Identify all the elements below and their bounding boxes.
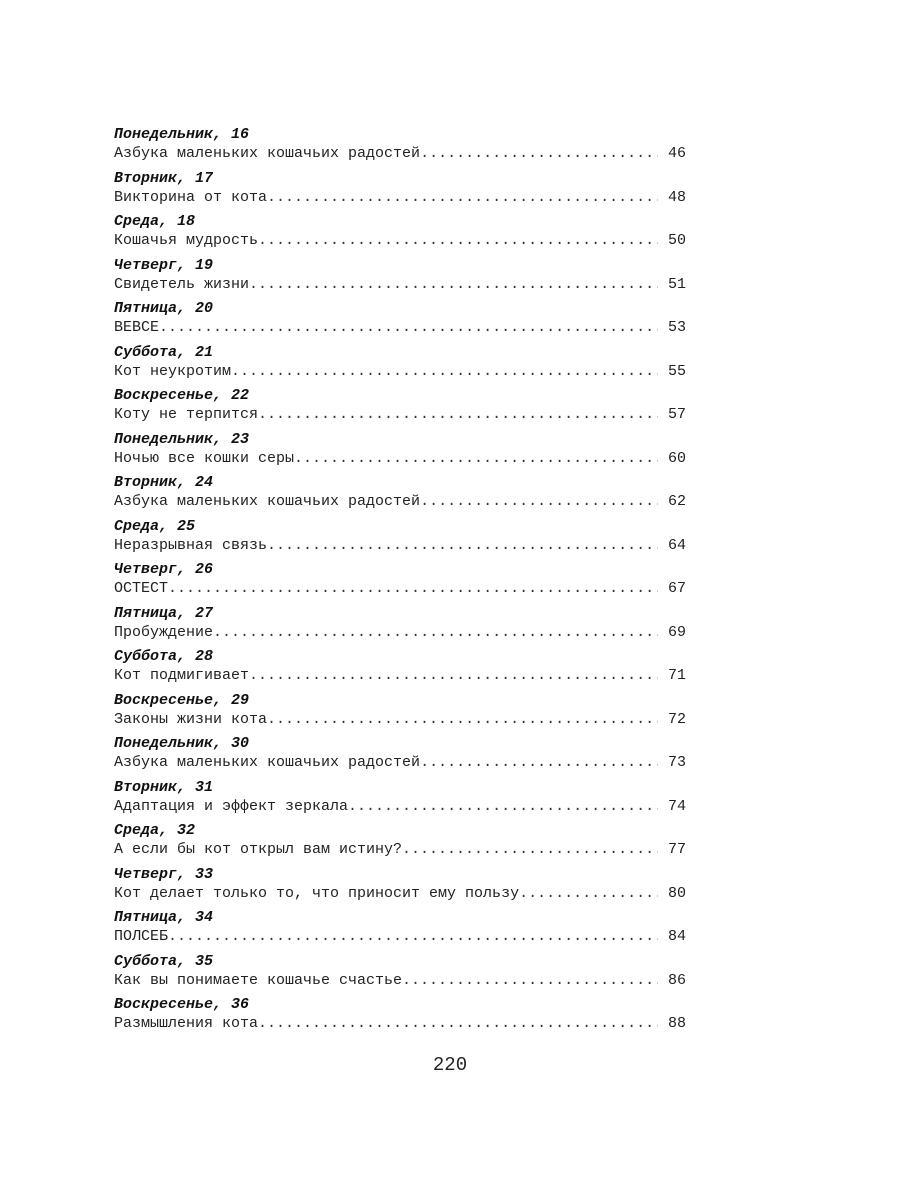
toc-leader-dots — [168, 927, 658, 947]
toc-line — [114, 1014, 686, 1034]
toc-day-heading: Среда, 18 — [114, 213, 196, 230]
toc-entry — [114, 822, 686, 866]
toc-entry — [114, 909, 686, 953]
toc-day-heading: Пятница, 34 — [114, 909, 214, 926]
toc-leader-dots — [420, 144, 658, 164]
toc-title: Размышления кота — [114, 1015, 259, 1032]
toc-title: Как вы понимаете кошачье счастье — [114, 971, 403, 989]
toc-line — [114, 231, 686, 251]
toc-line — [114, 753, 686, 773]
toc-title: Свидетель жизни — [114, 275, 250, 293]
toc-day-heading: Среда, 32 — [114, 822, 196, 839]
toc-leader-dots — [348, 797, 658, 817]
toc-line — [114, 449, 686, 469]
toc-leader-dots — [258, 405, 658, 425]
toc-title: Азбука маленьких кошачьих радостей — [114, 754, 421, 771]
toc-title: Пробуждение — [114, 623, 214, 641]
toc-title: Адаптация и эффект зеркала — [114, 797, 349, 815]
toc-line — [114, 405, 686, 425]
toc-entry — [114, 648, 686, 692]
toc-title: Кот делает только то, что приносит ему пользу — [114, 884, 520, 902]
toc-line — [114, 710, 686, 730]
toc-leader-dots — [402, 971, 658, 991]
toc-day-heading: Четверг, 19 — [114, 256, 214, 274]
toc-entry — [114, 779, 686, 823]
toc-entry — [114, 387, 686, 431]
toc-line — [114, 318, 686, 338]
toc-entry — [114, 431, 686, 475]
toc-page-number: 55 — [667, 362, 686, 380]
toc-entry — [114, 518, 686, 562]
toc-page-number: 51 — [667, 275, 686, 293]
toc-day-heading: Понедельник, 23 — [114, 430, 250, 448]
toc-day-heading: Пятница, 20 — [114, 300, 214, 317]
toc-page-number: 77 — [667, 841, 686, 858]
toc-page-number: 48 — [667, 188, 686, 206]
toc-leader-dots — [159, 318, 658, 338]
toc-title: А если бы кот открыл вам истину? — [114, 841, 403, 858]
toc-day-heading: Понедельник, 16 — [114, 126, 250, 143]
toc-day-heading: Воскресенье, 36 — [114, 996, 250, 1013]
toc-leader-dots — [519, 884, 658, 904]
toc-page-number: 73 — [667, 754, 686, 771]
toc-day-heading: Пятница, 27 — [114, 604, 214, 622]
toc-line — [114, 623, 686, 643]
toc-day-heading: Понедельник, 30 — [114, 735, 250, 752]
toc-title: ОСТЕСТ — [114, 580, 169, 597]
toc-leader-dots — [267, 710, 658, 730]
toc-page-number: 69 — [667, 623, 686, 641]
toc-entry — [114, 996, 686, 1040]
page-number-footer: 220 — [432, 1054, 468, 1076]
toc-leader-dots — [402, 840, 658, 860]
toc-entry — [114, 953, 686, 997]
toc-entry — [114, 605, 686, 649]
toc-leader-dots — [231, 362, 658, 382]
toc-entry — [114, 474, 686, 518]
toc-page-number: 60 — [667, 449, 686, 467]
toc-page-number: 88 — [667, 1015, 686, 1032]
toc-entry — [114, 561, 686, 605]
toc-page-number: 71 — [667, 667, 686, 684]
toc-line — [114, 188, 686, 208]
toc-page-number: 57 — [667, 406, 686, 423]
toc-page-number: 74 — [667, 797, 686, 815]
toc-title: Коту не терпится — [114, 406, 259, 423]
toc-line — [114, 666, 686, 686]
toc-line — [114, 144, 686, 164]
toc-entry — [114, 170, 686, 214]
toc-entry — [114, 866, 686, 910]
toc-line — [114, 275, 686, 295]
toc-day-heading: Четверг, 26 — [114, 561, 214, 578]
toc-entry — [114, 300, 686, 344]
toc-day-heading: Вторник, 17 — [114, 169, 214, 187]
toc-day-heading: Воскресенье, 29 — [114, 691, 250, 709]
toc-leader-dots — [258, 231, 658, 251]
toc-title: Ночью все кошки серы — [114, 449, 295, 467]
toc-page-number: 80 — [667, 884, 686, 902]
toc-line — [114, 971, 686, 991]
toc-title: ВЕВСЕ — [114, 319, 160, 336]
toc-entry — [114, 344, 686, 388]
toc-title: Кот неукротим — [114, 362, 232, 380]
toc-entry — [114, 213, 686, 257]
toc-entry — [114, 257, 686, 301]
toc-entry — [114, 692, 686, 736]
toc-leader-dots — [420, 492, 658, 512]
toc-line — [114, 536, 686, 556]
toc-day-heading: Суббота, 21 — [114, 343, 214, 361]
toc-line — [114, 927, 686, 947]
toc-line — [114, 884, 686, 904]
toc-title: Кот подмигивает — [114, 667, 250, 684]
toc-day-heading: Вторник, 31 — [114, 778, 214, 796]
toc-entry — [114, 126, 686, 170]
toc-line — [114, 579, 686, 599]
table-of-contents — [114, 126, 686, 1040]
toc-page-number: 67 — [667, 580, 686, 597]
toc-page-number: 86 — [667, 971, 686, 989]
toc-leader-dots — [267, 536, 658, 556]
toc-entry — [114, 735, 686, 779]
toc-line — [114, 797, 686, 817]
toc-day-heading: Воскресенье, 22 — [114, 387, 250, 404]
toc-leader-dots — [294, 449, 658, 469]
toc-day-heading: Вторник, 24 — [114, 474, 214, 491]
toc-title: Законы жизни кота — [114, 710, 268, 728]
toc-page-number: 50 — [667, 232, 686, 249]
toc-page-number: 72 — [667, 710, 686, 728]
toc-leader-dots — [267, 188, 658, 208]
toc-leader-dots — [249, 275, 658, 295]
toc-leader-dots — [168, 579, 658, 599]
toc-leader-dots — [420, 753, 658, 773]
toc-line — [114, 362, 686, 382]
toc-page-number: 64 — [667, 536, 686, 554]
toc-title: Викторина от кота — [114, 188, 268, 206]
toc-title: Азбука маленьких кошачьих радостей — [114, 145, 421, 162]
toc-title: ПОЛСЕБ — [114, 928, 169, 945]
toc-line — [114, 840, 686, 860]
toc-leader-dots — [213, 623, 658, 643]
toc-page-number: 46 — [667, 145, 686, 162]
toc-title: Неразрывная связь — [114, 536, 268, 554]
toc-line — [114, 492, 686, 512]
toc-page-number: 53 — [667, 319, 686, 336]
toc-day-heading: Суббота, 28 — [114, 648, 214, 665]
toc-leader-dots — [258, 1014, 658, 1034]
toc-page-number: 84 — [667, 928, 686, 945]
toc-title: Азбука маленьких кошачьих радостей — [114, 493, 421, 510]
toc-page-number: 62 — [667, 493, 686, 510]
toc-day-heading: Четверг, 33 — [114, 865, 214, 883]
toc-day-heading: Суббота, 35 — [114, 952, 214, 970]
toc-leader-dots — [249, 666, 658, 686]
toc-day-heading: Среда, 25 — [114, 517, 196, 535]
toc-title: Кошачья мудрость — [114, 232, 259, 249]
